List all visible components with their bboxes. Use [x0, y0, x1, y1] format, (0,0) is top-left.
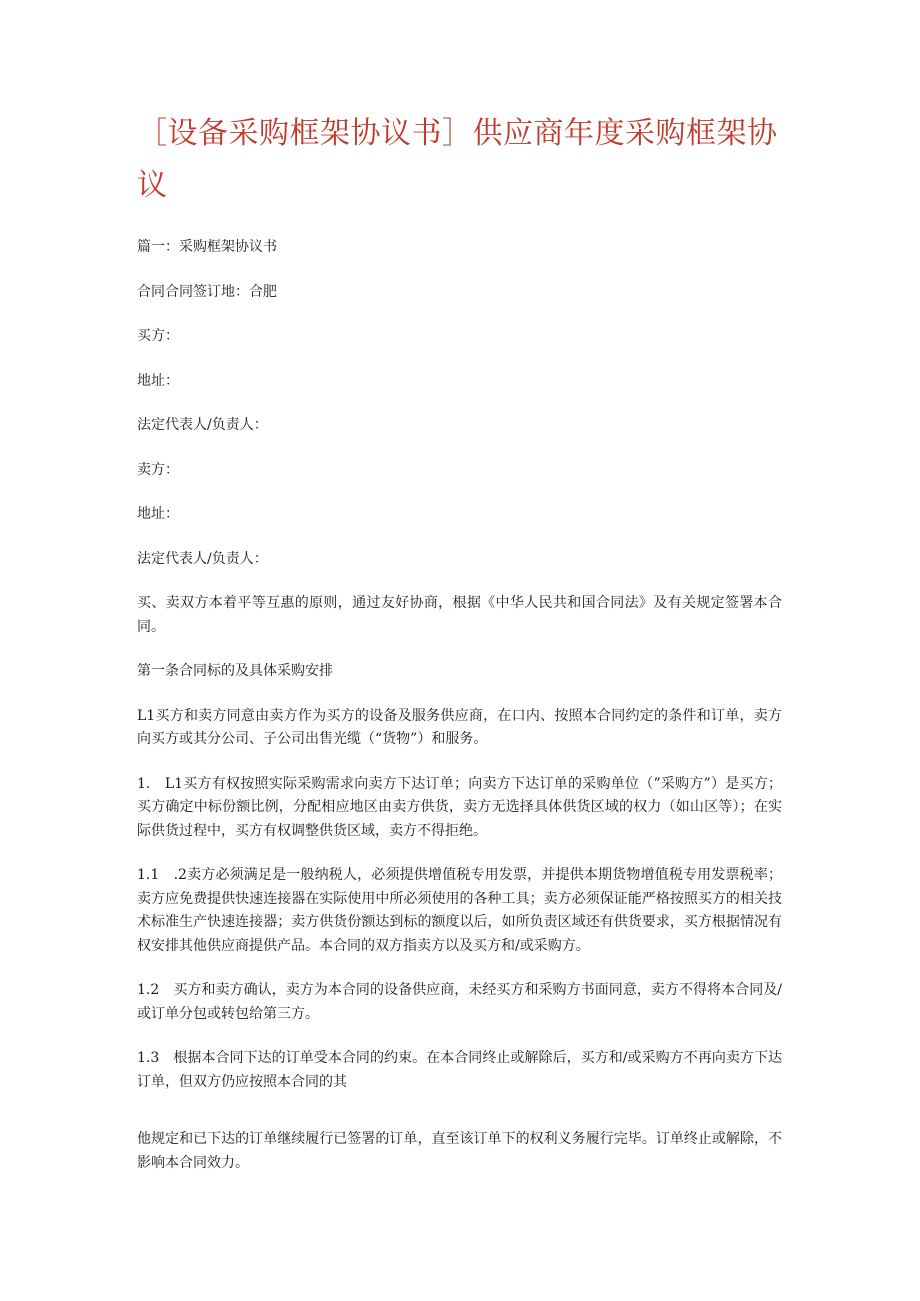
signing-place: 合同合同签订地：合肥 — [137, 283, 277, 300]
seller-label: 卖方： — [137, 461, 179, 478]
clause-1-3-paragraph: 1.3 根据本合同下达的订单受本合同的约束。在本合同终止或解除后，买方和/或采购方不再向卖方下达订单，但双方仍应按照本合同的其 — [137, 1050, 782, 1090]
clause-1-l1-paragraph: 1. L1买方有权按照实际采购需求向卖方下达订单；向卖方下达订单的采购单位（”采购方”）是买方；买方确定中标份额比例，分配相应地区由卖方供货，卖方无选择具体供货区域的权力（如山区等）；在实际供货过程中，买方有权调整供货区域，卖方不得拒绝。 — [137, 775, 782, 839]
clause-1-1-2-paragraph: 1.1 .2卖方必须满足是一般纳税人，必须提供增值税专用发票，并提供本期货物增值税专用发票税率；卖方应免费提供快速连接器在实际使用中所必须使用的各种工具；卖方必须保证能严格按照买方的相关技术标准生产快速连接器；卖方供货份额达到标的额度以后，如所负责区域还有供货要求，买方根据情况有权安排其他供应商提供产品。本合同的双方指卖方以及买方和/或采购方。 — [137, 867, 782, 954]
clause-1-3-continued-paragraph: 他规定和已下达的订单继续履行已签署的订单，直至该订单下的权利义务履行完毕。订单终止或解除，不影响本合同效力。 — [137, 1131, 782, 1171]
clause-l1-paragraph: L1买方和卖方同意由卖方作为买方的设备及服务供应商，在口内、按照本合同约定的条件和订单，卖方向买方或其分公司、子公司出售光缆（“货物”）和服务。 — [137, 707, 782, 747]
preamble-paragraph: 买、卖双方本着平等互惠的原则，通过友好协商，根据《中华人民共和国合同法》及有关规定签署本合同。 — [137, 595, 782, 635]
buyer-label: 买方： — [137, 328, 179, 344]
buyer-address-label: 地址： — [137, 372, 179, 389]
document-title: ［设备采购框架协议书］供应商年度采购框架协议 — [137, 116, 778, 203]
buyer-representative-label: 法定代表人/负责人： — [137, 417, 268, 433]
document-body — [137, 108, 782, 1196]
article-one-heading: 第一条合同标的及具体采购安排 — [137, 663, 333, 679]
seller-address-label: 地址： — [137, 506, 179, 522]
seller-representative-label: 法定代表人/负责人： — [137, 550, 268, 567]
section-heading-part-one: 篇一：采购框架协议书 — [137, 239, 277, 255]
clause-1-2-paragraph: 1.2 买方和卖方确认，卖方为本合同的设备供应商，未经买方和采购方书面同意，卖方不得将本合同及/或订单分包或转包给第三方。 — [137, 982, 782, 1022]
